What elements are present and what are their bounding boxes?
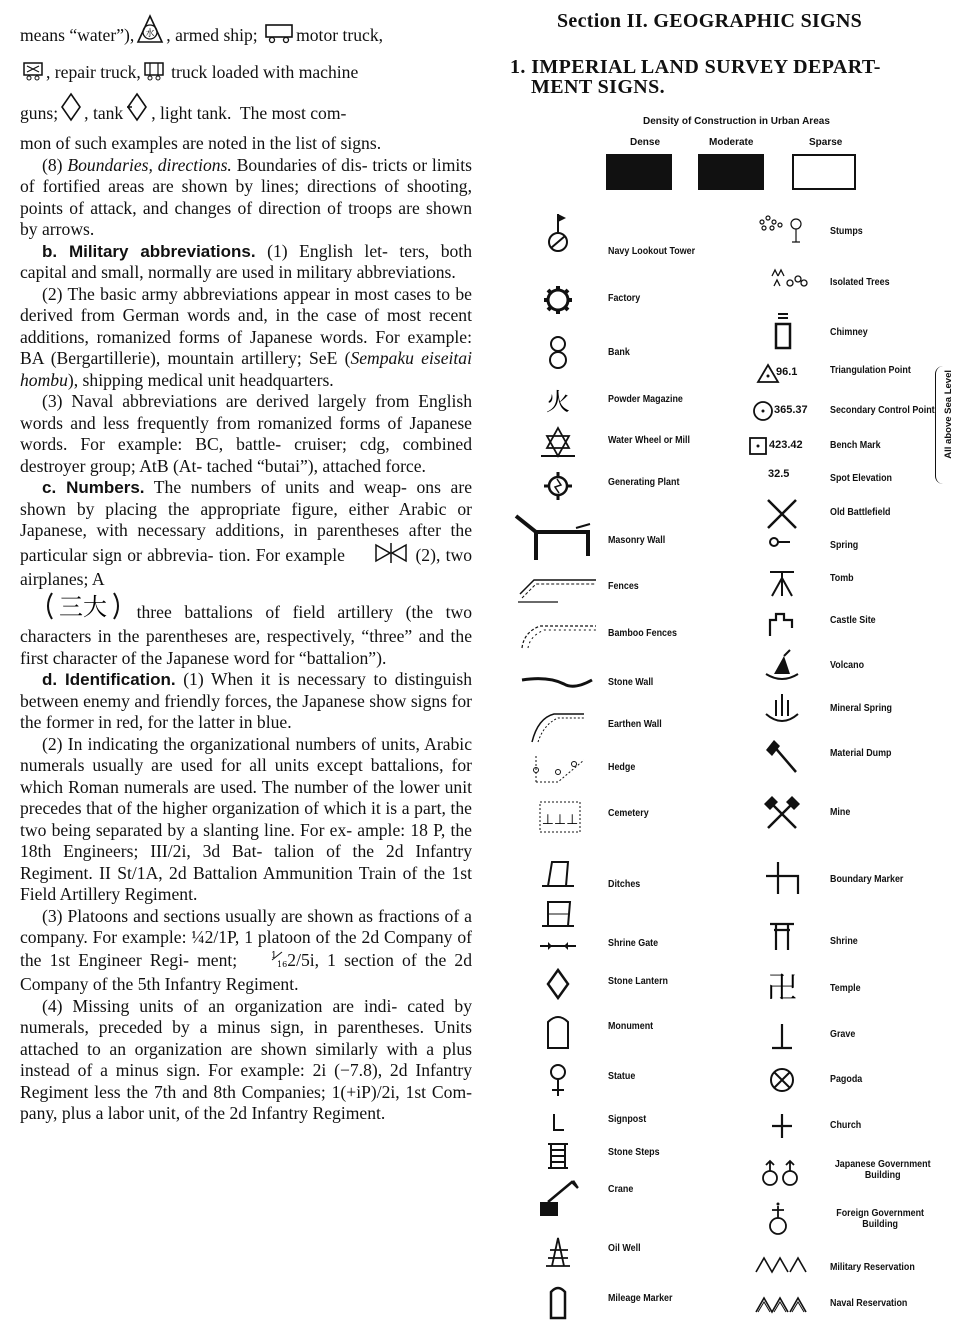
label-material-dump: Material Dump [830,747,892,759]
label-foreign-government-building: Foreign Government Building [836,1207,925,1230]
stone-lantern-icon [538,964,578,1004]
label-temple: Temple [830,982,861,994]
label-pagoda: Pagoda [830,1073,863,1085]
triangulation-elevation: 96.1 [776,366,798,378]
svg-text:火: 火 [546,388,570,416]
label-naval-reservation: Naval Reservation [830,1297,908,1309]
label-factory: Factory [608,292,641,304]
density-header: Density of Construction in Urban Areas [643,116,830,127]
generating-plant-icon [538,466,578,506]
density-moderate-swatch [698,154,764,190]
water-wheel-icon [538,422,578,462]
mg-truck-sign-icon [143,58,165,92]
motor-truck-sign-icon [264,21,294,55]
label-powder-magazine: Powder Magazine [608,393,683,405]
naval-reservation-icon [754,1288,808,1318]
density-sparse-swatch [792,154,856,190]
stone-wall-icon [518,668,598,700]
oil-well-icon [538,1230,578,1270]
para-missing-units: (4) Missing units of an organization are indi- cated by numerals, preceded by a minus sign, in parentheses. Units attached to an organization are shown similarly with a plus instead of a minus sign. For example: 2i (−7.8), 2d Infantry Regiment less the 7th and 8th Companies; 1(+iP)/2i, 1st Com- pany, plus a labor unit, of the 2d Infantry Regiment. [20,995,472,1123]
sea-level-note [935,370,965,480]
bamboo-fences-icon [518,618,598,650]
volcano-icon [762,646,802,686]
label-castle-site: Castle Site [830,614,876,626]
battalion-characters-icon [22,591,122,627]
mineral-spring-icon [762,690,802,730]
label-tomb: Tomb [830,572,854,584]
section-fraction-icon [247,949,288,975]
subsection-title-line1: 1. IMPERIAL LAND SURVEY DEPART- [510,56,881,78]
label-boundary-marker: Boundary Marker [830,873,904,885]
density-dense-label: Dense [630,137,661,148]
label-old-battlefield: Old Battlefield [830,506,891,518]
para-numbers: c. Numbers. The numbers of units and weap- ons are shown by placing the appropriate figure, either Arabic or Japanese, with necessary additions, in parentheses after the particular sign or abbrevia- tion. For example (2), two airplanes; A 三大 three battalions of field artillery (the two characters in the parentheses are, respectively, “three” and the first character of the Japanese word for “battalion”). [20,477,472,668]
ditch-icon [538,850,578,890]
label-grave: Grave [830,1028,856,1040]
label-spring: Spring [830,539,859,551]
tomb-icon [762,562,802,602]
bench-mark-icon [748,436,768,456]
para-organizational-numbers: (2) In indicating the organizational numbers of units, Arabic numerals usually are used for all units except battalions, for which Roman numerals are used. The number of the lower unit precedes that of the higher organization of which it is a part, the two being separated by a slanting line. For ex- ample: 18 P, the 18th Engineers; III/2i, 3d Bat- talion of the 2d Infantry Regiment. II St/1A, 2d Battalion Ammunition Train of the 1st Field Artillery Regiment. [20,733,472,904]
label-cemetery: Cemetery [608,807,649,819]
para-military-abbreviations: b. Military abbreviations. (1) English let- ters, both capital and small, normally are used in military abbreviations. [20,240,472,282]
secondary-control-elevation: 365.37 [774,404,808,416]
para-naval-abbreviations: (3) Naval abbreviations are derived largely from English words and less frequently from romanized forms of Japanese words. For example: BC, battle- cruiser; cdg, combined destroyer group; AtB (At- tached “butai”), attached force. [20,391,472,476]
label-isolated-trees: Isolated Trees [830,276,890,288]
label-statue: Statue [608,1070,636,1082]
para-boundaries: (8) Boundaries, directions. Boundaries of dis- tricts or limits of fortified areas are shown by lines; directions of shooting, points of attack, and changes of direction of troops are shown by arrows. [20,154,472,239]
airplane-sign-icon [352,542,408,570]
boundary-marker-icon [762,858,802,898]
label-secondary-control-point: Secondary Control Point [830,404,935,416]
para-signs-examples: means “water”), 水 , armed ship; motor truck, , repair truck, truck loaded with machine guns; , tank , light tank. The most com- [20,14,472,133]
para-signs-examples-end: mon of such examples are noted in the list of signs. [20,133,382,153]
label-hedge: Hedge [608,761,636,773]
spot-elevation-value: 32.5 [768,468,790,480]
label-ditches: Ditches [608,878,641,890]
label-stone-wall: Stone Wall [608,676,654,688]
mine-icon [762,792,802,832]
spring-icon [762,530,794,554]
label-signpost: Signpost [608,1113,647,1125]
para-platoons: (3) Platoons and sections usually are shown as fractions of a company. For example: ¼2/1P, 1 platoon of the 2d Company of the 1st Engineer Regi- ment; 1 16 2/5i, 1 section of the 2d Company of the 5th Infantry Regiment. [20,905,473,994]
sea-level-text: All above Sea Level [943,370,954,459]
label-stumps: Stumps [830,225,863,237]
para-identification: d. Identification. (1) When it is necessary to distinguish between enemy and friendly forces, the Japanese show signs for the former in red, for the latter in blue. [20,669,472,732]
navy-lookout-tower-icon [538,212,578,252]
label-mileage-marker: Mileage Marker [608,1292,673,1304]
label-church: Church [830,1119,862,1131]
shrine-icon [762,916,802,956]
label-volcano: Volcano [830,659,865,671]
stumps-icon [756,212,812,252]
bank-icon [538,333,578,373]
label-stone-lantern: Stone Lantern [608,975,669,987]
label-stone-steps: Stone Steps [608,1146,660,1158]
label-triangulation-point: Triangulation Point [830,364,911,376]
geographic-signs-panel [500,0,960,1332]
old-battlefield-icon [762,494,802,534]
castle-site-icon [762,604,802,644]
label-spot-elevation: Spot Elevation [830,472,892,484]
light-tank-sign-icon [125,92,149,133]
military-reservation-icon [754,1248,808,1278]
masonry-wall-icon [516,514,596,562]
label-mine: Mine [830,806,851,818]
svg-text:1: 1 [271,950,278,961]
pagoda-icon [762,1060,802,1100]
label-military-reservation: Military Reservation [830,1261,915,1273]
mileage-marker-icon [538,1280,578,1320]
density-dense-swatch [606,154,672,190]
monument-icon [538,1010,578,1050]
label-chimney: Chimney [830,326,868,338]
stone-steps-icon [538,1136,578,1176]
label-shrine: Shrine [830,935,858,947]
foreign-government-building-icon [758,1198,798,1238]
statue-icon [538,1058,578,1098]
crane-icon [534,1176,582,1220]
subsection-title-line2: MENT SIGNS. [531,76,666,98]
density-sparse-label: Sparse [809,137,843,148]
label-japanese-government-building: Japanese Government Building [834,1158,931,1181]
label-oil-well: Oil Well [608,1242,641,1254]
temple-icon [762,966,802,1006]
powder-magazine-icon [538,380,578,420]
heading-identification: d. Identification. [42,670,176,689]
label-bamboo-fences: Bamboo Fences [608,627,677,639]
label-bank: Bank [608,346,630,358]
label-mineral-spring: Mineral Spring [830,702,892,714]
section-title: Section II. GEOGRAPHIC SIGNS [557,10,863,32]
heading-military-abbreviations: b. Military abbreviations. [42,241,256,261]
church-icon [762,1106,802,1146]
svg-text:卍: 卍 [767,971,797,1006]
density-moderate-label: Moderate [709,137,754,148]
heading-numbers: c. Numbers. [42,478,145,497]
bench-mark-elevation: 423.42 [769,439,803,451]
label-crane: Crane [608,1183,634,1195]
svg-text:水: 水 [145,29,155,39]
material-dump-icon [762,736,802,776]
isolated-trees-icon [768,264,812,304]
label-monument: Monument [608,1020,654,1032]
chimney-icon [764,310,804,350]
earthen-wall-icon [528,708,588,744]
tank-sign-icon [60,92,82,133]
body-text-column [20,14,472,1125]
label-water-wheel: Water Wheel or Mill [608,434,690,446]
svg-text:三大: 三大 [59,592,107,621]
ditches-icon [538,890,578,930]
factory-icon [538,280,578,320]
svg-text:16: 16 [277,959,288,969]
label-generating-plant: Generating Plant [608,476,680,488]
label-navy-lookout-tower: Navy Lookout Tower [608,245,696,257]
japanese-government-building-icon [758,1152,806,1192]
secondary-control-point-icon [752,400,774,422]
hedge-icon [528,750,588,786]
label-bench-mark: Bench Mark [830,439,881,451]
label-fences: Fences [608,580,639,592]
shrine-gate-icon [538,926,578,966]
repair-truck-sign-icon [22,58,44,92]
label-masonry-wall: Masonry Wall [608,534,666,546]
fences-icon [518,572,598,604]
cemetery-icon [536,796,584,836]
label-earthen-wall: Earthen Wall [608,718,662,730]
grave-icon [762,1016,802,1056]
svg-text:⊥⊥⊥: ⊥⊥⊥ [541,812,579,828]
subsection-title [510,57,960,97]
label-shrine-gate: Shrine Gate [608,937,659,949]
armed-ship-sign-icon [136,14,164,55]
para-army-abbreviations: (2) The basic army abbreviations appear in most cases to be derived from German words and, in the case of most recent additions, romanized forms of Japanese words. For example: BA (Bergartillerie), mountain artillery; SeE (Sempaku eiseitai hombu), shipping medical unit headquarters. [20,283,472,390]
